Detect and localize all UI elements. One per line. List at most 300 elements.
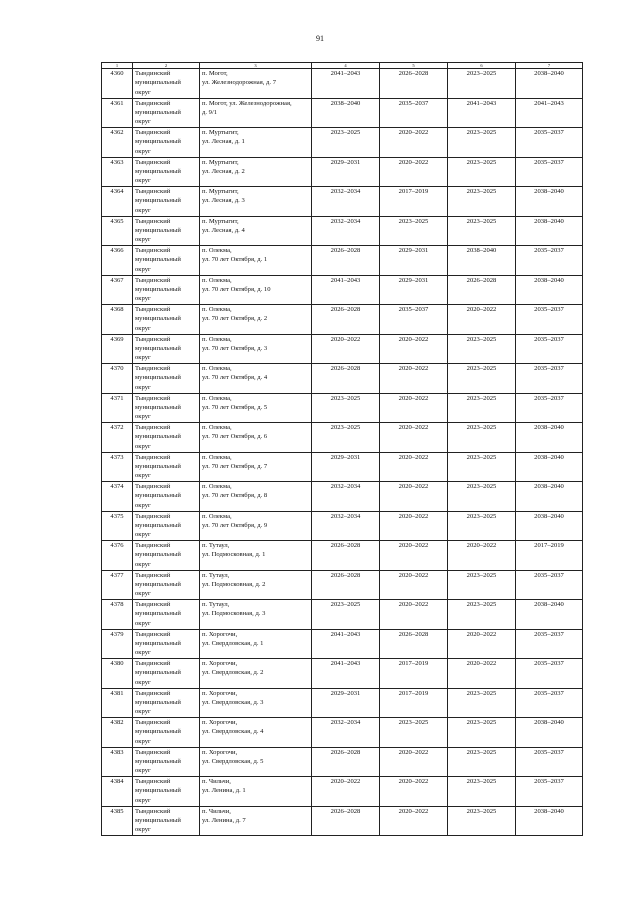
row-number-cell: 4375	[102, 511, 133, 541]
address-cell	[200, 364, 312, 394]
row-number-cell: 4372	[102, 423, 133, 453]
municipality-cell	[133, 688, 200, 718]
table-row	[102, 600, 583, 630]
municipality-cell	[133, 157, 200, 187]
municipality-line: Тындинский	[135, 158, 171, 166]
address-cell	[200, 718, 312, 748]
table-row	[102, 364, 583, 394]
municipality-cell	[133, 305, 200, 335]
address-line: п. Олекма,	[202, 453, 232, 461]
municipality-cell	[133, 659, 200, 689]
municipality-line: округ	[135, 619, 151, 627]
period-cell-col5: 2020–2022	[380, 806, 448, 836]
period-cell-col4: 2026–2028	[312, 570, 380, 600]
address-line: п. Муртыгит,	[202, 217, 239, 225]
municipality-line: Тындинский	[135, 217, 171, 225]
table-row	[102, 570, 583, 600]
period-cell-col7: 2038–2040	[516, 69, 583, 99]
address-cell	[200, 511, 312, 541]
period-cell-col7: 2035–2037	[516, 246, 583, 276]
address-cell	[200, 187, 312, 217]
period-cell-col7: 2038–2040	[516, 482, 583, 512]
table-row	[102, 423, 583, 453]
period-cell-col4: 2032–2034	[312, 216, 380, 246]
column-number-6: 6	[448, 63, 516, 69]
municipality-line: округ	[135, 206, 151, 214]
period-cell-col4: 2026–2028	[312, 541, 380, 571]
period-cell-col4: 2026–2028	[312, 246, 380, 276]
period-cell-col7: 2035–2037	[516, 629, 583, 659]
period-cell-col4: 2041–2043	[312, 659, 380, 689]
address-line: ул. Свердловская, д. 2	[202, 669, 264, 677]
period-cell-col7: 2038–2040	[516, 600, 583, 630]
municipality-line: округ	[135, 413, 151, 421]
address-line: ул. Ленина, д. 7	[202, 816, 246, 824]
period-cell-col5: 2035–2037	[380, 305, 448, 335]
row-number-cell: 4369	[102, 334, 133, 364]
municipality-line: округ	[135, 324, 151, 332]
address-line: ул. 70 лет Октября, д. 9	[202, 521, 268, 529]
period-cell-col5: 2026–2028	[380, 629, 448, 659]
period-cell-col6: 2023–2025	[448, 423, 516, 453]
table-row	[102, 187, 583, 217]
column-number-5: 5	[380, 63, 448, 69]
row-number-cell: 4368	[102, 305, 133, 335]
row-number-cell: 4366	[102, 246, 133, 276]
address-line: п. Олекма,	[202, 365, 232, 372]
table-row	[102, 806, 583, 836]
period-cell-col6: 2023–2025	[448, 570, 516, 600]
row-number-cell: 4364	[102, 187, 133, 217]
period-cell-col6: 2020–2022	[448, 541, 516, 571]
municipality-cell	[133, 187, 200, 217]
municipality-line: Тындинский	[135, 748, 171, 756]
municipality-line: муниципальный	[135, 551, 181, 559]
table-row	[102, 275, 583, 305]
row-number-cell: 4382	[102, 718, 133, 748]
municipality-cell	[133, 600, 200, 630]
period-cell-col5: 2023–2025	[380, 216, 448, 246]
address-line: п. Олекма,	[202, 512, 232, 520]
period-cell-col5: 2020–2022	[380, 777, 448, 807]
period-cell-col5: 2020–2022	[380, 511, 448, 541]
period-cell-col4: 2020–2022	[312, 777, 380, 807]
address-line: ул. 70 лет Октября, д. 8	[202, 492, 268, 500]
municipality-line: муниципальный	[135, 521, 181, 529]
municipality-line: округ	[135, 590, 151, 598]
table-row	[102, 541, 583, 571]
period-cell-col4: 2032–2034	[312, 511, 380, 541]
period-cell-col4: 2041–2043	[312, 275, 380, 305]
row-number-cell: 4363	[102, 157, 133, 187]
table-row	[102, 246, 583, 276]
address-line: ул. Свердловская, д. 4	[202, 728, 264, 736]
municipality-cell	[133, 246, 200, 276]
period-cell-col7: 2038–2040	[516, 718, 583, 748]
row-number-cell: 4361	[102, 98, 133, 128]
column-number-7: 7	[516, 63, 583, 69]
period-cell-col6: 2020–2022	[448, 629, 516, 659]
municipality-line: Тындинский	[135, 630, 171, 638]
municipality-line: муниципальный	[135, 315, 181, 323]
municipality-line: муниципальный	[135, 374, 181, 382]
address-line: п. Олекма,	[202, 335, 232, 343]
period-cell-col4: 2032–2034	[312, 187, 380, 217]
address-cell	[200, 423, 312, 453]
municipality-line: муниципальный	[135, 669, 181, 677]
municipality-cell	[133, 216, 200, 246]
period-cell-col7: 2035–2037	[516, 364, 583, 394]
period-cell-col7: 2035–2037	[516, 128, 583, 158]
table-row	[102, 747, 583, 777]
municipality-cell	[133, 718, 200, 748]
address-line: п. Тутаул,	[202, 542, 230, 549]
address-line: ул. 70 лет Октября, д. 4	[202, 374, 268, 382]
address-line: п. Хорогочи,	[202, 719, 238, 726]
municipality-line: муниципальный	[135, 285, 181, 293]
period-cell-col7: 2038–2040	[516, 187, 583, 217]
period-cell-col6: 2023–2025	[448, 777, 516, 807]
period-cell-col5: 2020–2022	[380, 747, 448, 777]
municipality-line: Тындинский	[135, 335, 171, 343]
period-cell-col4: 2026–2028	[312, 747, 380, 777]
municipality-line: округ	[135, 796, 151, 804]
address-line: п. Олекма,	[202, 276, 232, 284]
period-cell-col7: 2035–2037	[516, 334, 583, 364]
address-line: п. Чильчи,	[202, 807, 231, 815]
address-line: п. Олекма,	[202, 483, 232, 490]
municipality-line: округ	[135, 118, 151, 126]
period-cell-col6: 2041–2043	[448, 98, 516, 128]
municipality-line: муниципальный	[135, 138, 181, 146]
row-number-cell: 4385	[102, 806, 133, 836]
municipality-line: Тындинский	[135, 99, 171, 107]
address-cell	[200, 629, 312, 659]
address-line: п. Могот, ул. Железнодорожная,	[202, 99, 292, 107]
municipality-line: округ	[135, 177, 151, 185]
municipality-cell	[133, 128, 200, 158]
period-cell-col7: 2038–2040	[516, 806, 583, 836]
row-number-cell: 4379	[102, 629, 133, 659]
period-cell-col7: 2035–2037	[516, 570, 583, 600]
address-line: ул. Ленина, д. 1	[202, 787, 246, 795]
address-cell	[200, 806, 312, 836]
period-cell-col5: 2017–2019	[380, 187, 448, 217]
municipality-line: муниципальный	[135, 256, 181, 264]
address-line: п. Тутаул,	[202, 601, 230, 608]
period-cell-col7: 2038–2040	[516, 452, 583, 482]
table-row	[102, 777, 583, 807]
municipality-line: Тындинский	[135, 571, 171, 579]
period-cell-col5: 2026–2028	[380, 69, 448, 99]
address-line: ул. 70 лет Октября, д. 7	[202, 462, 268, 470]
municipality-cell	[133, 393, 200, 423]
municipality-line: округ	[135, 295, 151, 303]
period-cell-col7: 2035–2037	[516, 777, 583, 807]
address-cell	[200, 69, 312, 99]
period-cell-col4: 2026–2028	[312, 305, 380, 335]
period-cell-col5: 2029–2031	[380, 246, 448, 276]
period-cell-col6: 2023–2025	[448, 452, 516, 482]
municipality-line: Тындинский	[135, 129, 171, 136]
page-number: 91	[316, 34, 324, 43]
period-cell-col5: 2020–2022	[380, 423, 448, 453]
municipality-cell	[133, 570, 200, 600]
municipality-cell	[133, 98, 200, 128]
municipality-line: Тындинский	[135, 601, 171, 608]
municipality-cell	[133, 69, 200, 99]
municipality-cell	[133, 541, 200, 571]
address-line: п. Олекма,	[202, 306, 232, 313]
address-cell	[200, 157, 312, 187]
address-line: ул. 70 лет Октября, д. 3	[202, 344, 268, 352]
address-cell	[200, 747, 312, 777]
municipality-cell	[133, 334, 200, 364]
table-row	[102, 718, 583, 748]
column-number-3: 3	[200, 63, 312, 69]
table-row	[102, 452, 583, 482]
municipality-cell	[133, 275, 200, 305]
table-row	[102, 216, 583, 246]
address-line: п. Муртыгит,	[202, 129, 239, 136]
row-number-cell: 4371	[102, 393, 133, 423]
period-cell-col5: 2020–2022	[380, 570, 448, 600]
period-cell-col7: 2035–2037	[516, 305, 583, 335]
municipality-line: муниципальный	[135, 433, 181, 441]
address-line: п. Чильчи,	[202, 778, 231, 785]
municipality-line: муниципальный	[135, 728, 181, 736]
municipality-line: муниципальный	[135, 816, 181, 824]
period-cell-col5: 2017–2019	[380, 688, 448, 718]
municipality-line: Тындинский	[135, 424, 171, 431]
period-cell-col4: 2026–2028	[312, 364, 380, 394]
address-line: ул. Подмосковная, д. 1	[202, 551, 266, 559]
municipality-line: Тындинский	[135, 453, 171, 461]
address-line: ул. Свердловская, д. 1	[202, 639, 264, 647]
period-cell-col5: 2020–2022	[380, 452, 448, 482]
municipality-line: муниципальный	[135, 787, 181, 795]
address-line: п. Муртыгит,	[202, 158, 239, 166]
municipality-line: округ	[135, 501, 151, 509]
period-cell-col7: 2035–2037	[516, 659, 583, 689]
period-cell-col5: 2035–2037	[380, 98, 448, 128]
municipality-line: Тындинский	[135, 512, 171, 520]
municipality-line: муниципальный	[135, 580, 181, 588]
period-cell-col5: 2023–2025	[380, 718, 448, 748]
period-cell-col5: 2020–2022	[380, 393, 448, 423]
table-row	[102, 128, 583, 158]
address-cell	[200, 128, 312, 158]
municipality-line: округ	[135, 826, 151, 834]
period-cell-col6: 2026–2028	[448, 275, 516, 305]
period-cell-col6: 2023–2025	[448, 482, 516, 512]
municipality-line: округ	[135, 737, 151, 745]
address-line: п. Олекма,	[202, 394, 232, 402]
address-cell	[200, 246, 312, 276]
municipality-line: муниципальный	[135, 757, 181, 765]
municipality-line: округ	[135, 560, 151, 568]
period-cell-col6: 2020–2022	[448, 305, 516, 335]
table-row	[102, 629, 583, 659]
period-cell-col4: 2041–2043	[312, 629, 380, 659]
period-cell-col6: 2023–2025	[448, 600, 516, 630]
table-row	[102, 157, 583, 187]
address-line: ул. Подмосковная, д. 2	[202, 580, 266, 588]
municipality-line: Тындинский	[135, 660, 171, 667]
address-cell	[200, 659, 312, 689]
municipality-line: Тындинский	[135, 70, 171, 77]
municipality-line: муниципальный	[135, 492, 181, 500]
municipality-line: муниципальный	[135, 167, 181, 175]
municipality-line: округ	[135, 708, 151, 716]
period-cell-col4: 2023–2025	[312, 600, 380, 630]
column-number-4: 4	[312, 63, 380, 69]
period-cell-col5: 2020–2022	[380, 364, 448, 394]
municipality-line: округ	[135, 472, 151, 480]
municipality-line: округ	[135, 88, 151, 96]
row-number-cell: 4380	[102, 659, 133, 689]
period-cell-col7: 2035–2037	[516, 157, 583, 187]
period-cell-col6: 2023–2025	[448, 216, 516, 246]
address-cell	[200, 570, 312, 600]
municipality-line: округ	[135, 147, 151, 155]
address-line: п. Муртыгит,	[202, 188, 239, 195]
row-number-cell: 4381	[102, 688, 133, 718]
table-row	[102, 482, 583, 512]
municipality-line: Тындинский	[135, 394, 171, 402]
address-line: ул. Лесная, д. 1	[202, 138, 245, 146]
period-cell-col6: 2023–2025	[448, 718, 516, 748]
period-cell-col5: 2029–2031	[380, 275, 448, 305]
period-cell-col6: 2023–2025	[448, 157, 516, 187]
municipality-line: муниципальный	[135, 639, 181, 647]
address-line: п. Хорогочи,	[202, 660, 238, 667]
period-cell-col4: 2026–2028	[312, 806, 380, 836]
municipality-cell	[133, 511, 200, 541]
period-cell-col7: 2017–2019	[516, 541, 583, 571]
period-cell-col6: 2023–2025	[448, 364, 516, 394]
address-line: п. Тутаул,	[202, 571, 230, 579]
municipality-line: округ	[135, 354, 151, 362]
table-row	[102, 688, 583, 718]
municipality-line: Тындинский	[135, 306, 171, 313]
period-cell-col6: 2023–2025	[448, 334, 516, 364]
address-cell	[200, 98, 312, 128]
address-cell	[200, 452, 312, 482]
municipality-line: округ	[135, 265, 151, 273]
period-cell-col7: 2041–2043	[516, 98, 583, 128]
municipality-line: округ	[135, 531, 151, 539]
address-cell	[200, 275, 312, 305]
address-cell	[200, 334, 312, 364]
period-cell-col5: 2020–2022	[380, 128, 448, 158]
period-cell-col4: 2029–2031	[312, 452, 380, 482]
period-cell-col5: 2020–2022	[380, 600, 448, 630]
address-cell	[200, 393, 312, 423]
address-cell	[200, 305, 312, 335]
table-row	[102, 334, 583, 364]
municipality-line: муниципальный	[135, 462, 181, 470]
address-line: ул. 70 лет Октября, д. 1	[202, 256, 268, 264]
period-cell-col6: 2023–2025	[448, 128, 516, 158]
period-cell-col7: 2035–2037	[516, 393, 583, 423]
address-line: ул. Подмосковная, д. 3	[202, 610, 266, 618]
municipality-cell	[133, 423, 200, 453]
period-cell-col5: 2020–2022	[380, 157, 448, 187]
address-line: ул. Лесная, д. 3	[202, 197, 245, 205]
municipality-line: муниципальный	[135, 226, 181, 234]
period-cell-col5: 2017–2019	[380, 659, 448, 689]
address-line: п. Олекма,	[202, 424, 232, 431]
municipality-cell	[133, 777, 200, 807]
table-row	[102, 659, 583, 689]
municipality-line: округ	[135, 383, 151, 391]
municipality-cell	[133, 364, 200, 394]
row-number-cell: 4383	[102, 747, 133, 777]
period-cell-col5: 2020–2022	[380, 334, 448, 364]
period-cell-col4: 2029–2031	[312, 157, 380, 187]
municipality-line: округ	[135, 767, 151, 775]
period-cell-col6: 2023–2025	[448, 393, 516, 423]
address-cell	[200, 482, 312, 512]
municipality-line: Тындинский	[135, 689, 171, 697]
address-line: п. Хорогочи,	[202, 630, 238, 638]
period-cell-col6: 2023–2025	[448, 688, 516, 718]
municipality-line: муниципальный	[135, 403, 181, 411]
period-cell-col4: 2023–2025	[312, 128, 380, 158]
municipality-line: Тындинский	[135, 188, 171, 195]
period-cell-col4: 2032–2034	[312, 718, 380, 748]
address-cell	[200, 541, 312, 571]
period-cell-col4: 2023–2025	[312, 423, 380, 453]
address-line: п. Олекма,	[202, 247, 232, 254]
period-cell-col6: 2023–2025	[448, 747, 516, 777]
row-number-cell: 4362	[102, 128, 133, 158]
period-cell-col4: 2029–2031	[312, 688, 380, 718]
period-cell-col6: 2038–2040	[448, 246, 516, 276]
address-cell	[200, 216, 312, 246]
row-number-cell: 4376	[102, 541, 133, 571]
row-number-cell: 4378	[102, 600, 133, 630]
row-number-cell: 4360	[102, 69, 133, 99]
period-cell-col7: 2038–2040	[516, 511, 583, 541]
housing-repair-schedule-table	[101, 62, 583, 836]
address-line: ул. 70 лет Октября, д. 10	[202, 285, 271, 293]
row-number-cell: 4370	[102, 364, 133, 394]
column-number-2: 2	[133, 63, 200, 69]
municipality-line: Тындинский	[135, 542, 171, 549]
municipality-cell	[133, 629, 200, 659]
row-number-cell: 4374	[102, 482, 133, 512]
table-row	[102, 305, 583, 335]
table-row	[102, 98, 583, 128]
table-row	[102, 69, 583, 99]
municipality-line: округ	[135, 649, 151, 657]
municipality-cell	[133, 452, 200, 482]
address-cell	[200, 600, 312, 630]
period-cell-col7: 2035–2037	[516, 688, 583, 718]
period-cell-col7: 2038–2040	[516, 423, 583, 453]
municipality-line: муниципальный	[135, 344, 181, 352]
address-cell	[200, 777, 312, 807]
table-row	[102, 511, 583, 541]
period-cell-col4: 2020–2022	[312, 334, 380, 364]
municipality-cell	[133, 747, 200, 777]
address-line: ул. Лесная, д. 4	[202, 226, 245, 234]
address-line: п. Хорогочи,	[202, 748, 238, 756]
municipality-line: округ	[135, 678, 151, 686]
municipality-line: Тындинский	[135, 365, 171, 372]
